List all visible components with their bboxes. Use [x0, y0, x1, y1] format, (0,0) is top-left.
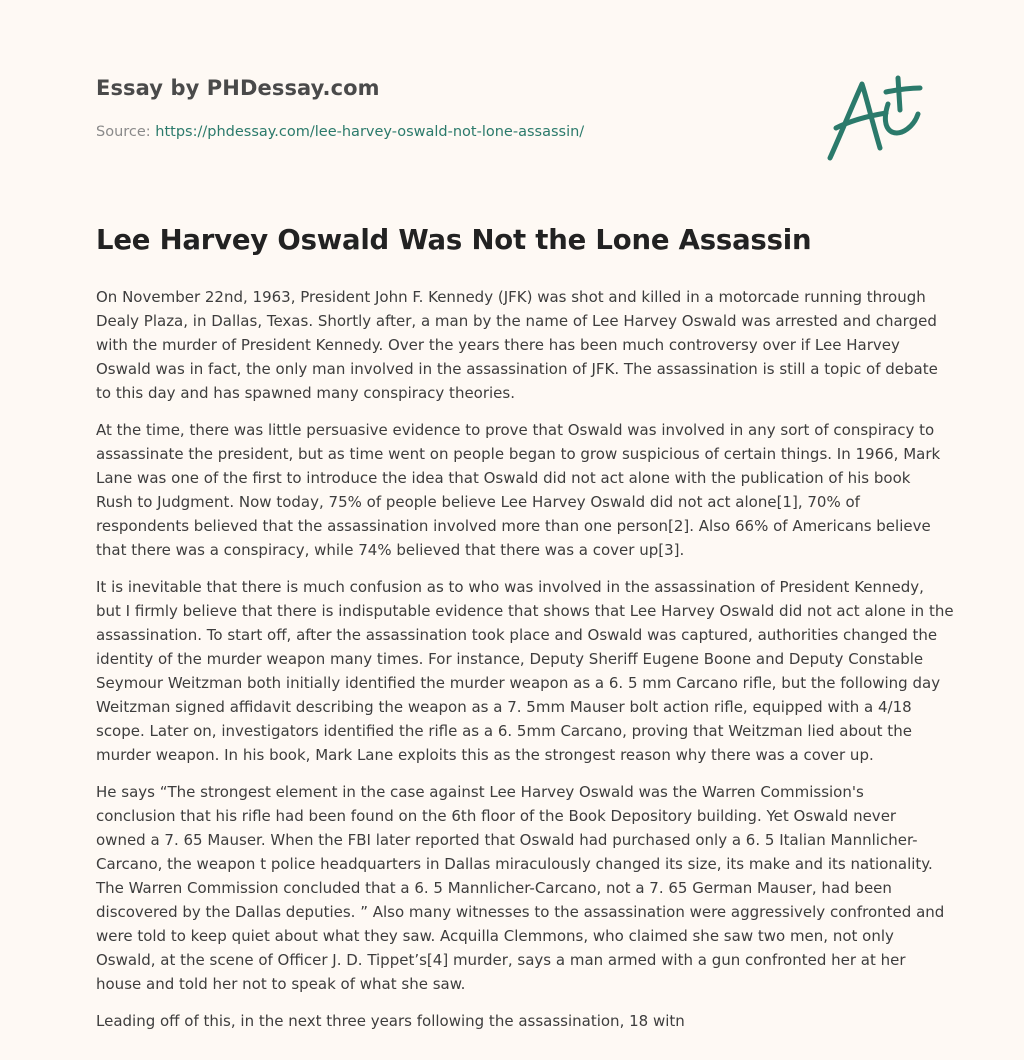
paragraph-line: Lane was one of the first to introduce the idea that Oswald did not act alone with the publication of his book — [96, 469, 911, 487]
paragraph-line: identity of the murder weapon many times. For instance, Deputy Sheriff Eugene Boone and Deputy Constable — [96, 650, 924, 668]
paragraph-line: murder weapon. In his book, Mark Lane exploits this as the strongest reason why there was a cover up. — [96, 746, 874, 764]
paragraph-line: The Warren Commission concluded that a 6. 5 Mannlicher-Carcano, not a 7. 65 German Mauser, had been — [96, 879, 892, 897]
a-plus-logo-icon — [820, 66, 930, 166]
source-label: Source: — [96, 124, 151, 140]
essay-paragraph — [96, 1009, 936, 1033]
paragraph-line: assassination. To start off, after the assassination took place and Oswald was captured, authorities changed the — [96, 626, 938, 644]
paragraph-line: Leading off of this, in the next three years following the assassination, 18 witn — [96, 1012, 685, 1030]
paragraph-line: but I firmly believe that there is indisputable evidence that shows that Lee Harvey Oswald did not act alone in the — [96, 602, 954, 620]
essay-body — [96, 285, 954, 1046]
paragraph-line: Carcano, the weapon t police headquarters in Dallas miraculously changed its size, its make and its nationality. — [96, 855, 933, 873]
paragraph-line: assassinate the president, but as time went on people began to grow suspicious of certain things. In 1966, Mark — [96, 445, 941, 463]
paragraph-line: Oswald was in fact, the only man involved in the assassination of JFK. The assassination is still a topic of debate — [96, 360, 938, 378]
paragraph-line: with the murder of President Kennedy. Over the years there has been much controversy over if Lee Harvey — [96, 336, 900, 354]
paragraph-line: He says “The strongest element in the case against Lee Harvey Oswald was the Warren Commission's — [96, 783, 864, 801]
source-link[interactable]: https://phdessay.com/lee-harvey-oswald-not-lone-assassin/ — [155, 124, 585, 140]
paragraph-line: Dealy Plaza, in Dallas, Texas. Shortly after, a man by the name of Lee Harvey Oswald was arrested and charged — [96, 312, 937, 330]
paragraph-line: Seymour Weitzman both initially identified the murder weapon as a 6. 5 mm Carcano rifle, but the following day — [96, 674, 941, 692]
essay-paragraph — [96, 575, 954, 767]
paragraph-line: that there was a conspiracy, while 74% believed that there was a cover up[3]. — [96, 541, 685, 559]
essay-title: Lee Harvey Oswald Was Not the Lone Assassin — [96, 224, 812, 256]
essay-paragraph — [96, 780, 945, 996]
paragraph-line: Rush to Judgment. Now today, 75% of people believe Lee Harvey Oswald did not act alone[1], 70% of — [96, 493, 860, 511]
paragraph-line: to this day and has spawned many conspiracy theories. — [96, 384, 515, 402]
paragraph-line: respondents believed that the assassination involved more than one person[2]. Also 66% of Americans believe — [96, 517, 931, 535]
paragraph-line: Oswald, at the scene of Officer J. D. Tippet’s[4] murder, says a man armed with a gun confronted her at her — [96, 951, 906, 969]
paragraph-line: conclusion that his rifle had been found on the 6th floor of the Book Depository building. Yet Oswald never — [96, 807, 897, 825]
source-line — [96, 124, 584, 140]
paragraph-line: discovered by the Dallas deputies. ” Also many witnesses to the assassination were aggressively confronted and — [96, 903, 945, 921]
essay-paragraph — [96, 285, 936, 405]
paragraph-line: were told to keep quiet about what they saw. Acquilla Clemmons, who claimed she saw two men, not only — [96, 927, 894, 945]
essay-paragraph — [96, 418, 941, 562]
site-brand: Essay by PHDessay.com — [96, 76, 380, 100]
paragraph-line: owned a 7. 65 Mauser. When the FBI later reported that Oswald had purchased only a 6. 5 Italian Mannlicher- — [96, 831, 918, 849]
paragraph-line: At the time, there was little persuasive evidence to prove that Oswald was involved in any sort of conspiracy to — [96, 421, 935, 439]
paragraph-line: scope. Later on, investigators identified the rifle as a 6. 5mm Carcano, proving that Weitzman lied about the — [96, 722, 912, 740]
paragraph-line: It is inevitable that there is much confusion as to who was involved in the assassination of President Kennedy, — [96, 578, 924, 596]
paragraph-line: Weitzman signed affidavit describing the weapon as a 7. 5mm Mauser bolt action rifle, equipped with a 4/18 — [96, 698, 912, 716]
paragraph-line: house and told her not to speak of what she saw. — [96, 975, 466, 993]
paragraph-line: On November 22nd, 1963, President John F. Kennedy (JFK) was shot and killed in a motorcade running through — [96, 288, 926, 306]
